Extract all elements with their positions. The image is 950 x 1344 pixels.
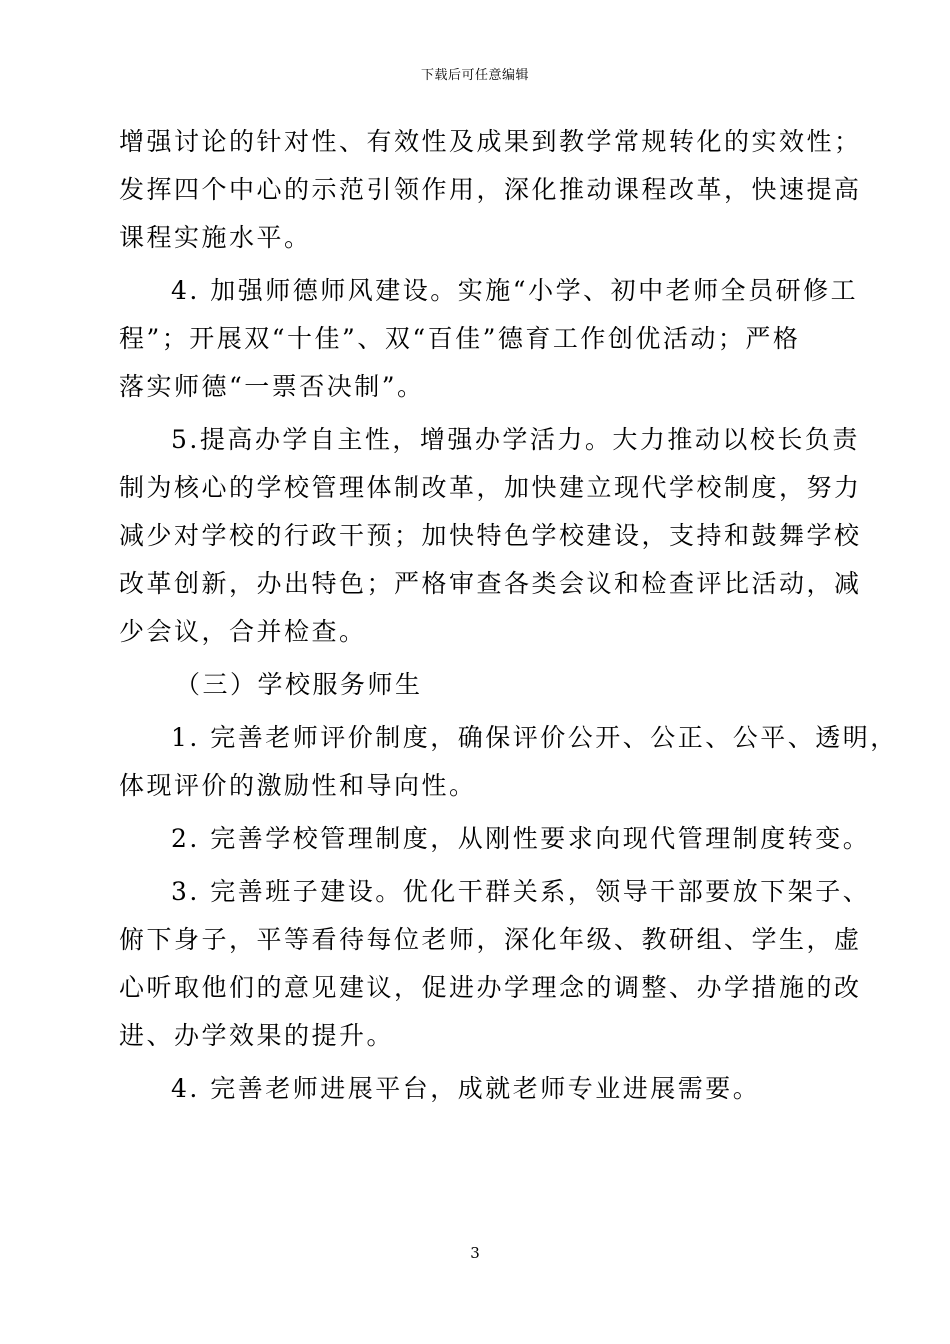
body-line: 俯下身子，平等看待每位老师，深化年级、教研组、学生，虚 — [119, 925, 862, 954]
paragraph-start: 4. 加强师德师风建设。实施“小学、初中老师全员研修工 — [171, 276, 859, 305]
page-number: 3 — [470, 1244, 480, 1262]
paragraph-start: 1. 完善老师评价制度，确保评价公开、公正、公平、透明， — [171, 723, 898, 752]
body-line: 制为核心的学校管理体制改革，加快建立现代学校制度，努力 — [119, 473, 862, 502]
body-line: 体现评价的激励性和导向性。 — [119, 771, 477, 800]
paragraph-start: 4. 完善老师进展平台，成就老师专业进展需要。 — [171, 1074, 761, 1103]
paragraph-start: 5.提高办学自主性，增强办学活力。大力推动以校长负责 — [171, 425, 860, 454]
body-line: 改革创新，办出特色；严格审查各类会议和检查评比活动，减 — [119, 569, 862, 598]
section-heading: （三）学校服务师生 — [175, 670, 423, 699]
page-body — [119, 118, 898, 1113]
body-line: 发挥四个中心的示范引领作用，深化推动课程改革，快速提高 — [119, 175, 862, 204]
body-line: 减少对学校的行政干预；加快特色学校建设，支持和鼓舞学校 — [119, 521, 862, 550]
body-line: 落实师德“一票否决制”。 — [119, 372, 425, 401]
body-line: 程”；开展双“十佳”、双“百佳”德育工作创优活动；严格 — [119, 324, 801, 353]
body-line: 课程实施水平。 — [119, 223, 312, 252]
body-line: 少会议，合并检查。 — [119, 617, 367, 646]
body-line: 增强讨论的针对性、有效性及成果到教学常规转化的实效性； — [119, 127, 862, 156]
page-header: 下载后可任意编辑 — [420, 68, 529, 83]
body-line: 进、办学效果的提升。 — [119, 1021, 395, 1050]
paragraph-start: 3. 完善班子建设。优化干群关系，领导干部要放下架子、 — [171, 877, 871, 906]
body-line: 心听取他们的意见建议，促进办学理念的调整、办学措施的改 — [119, 973, 862, 1002]
paragraph-start: 2. 完善学校管理制度，从刚性要求向现代管理制度转变。 — [171, 824, 871, 853]
